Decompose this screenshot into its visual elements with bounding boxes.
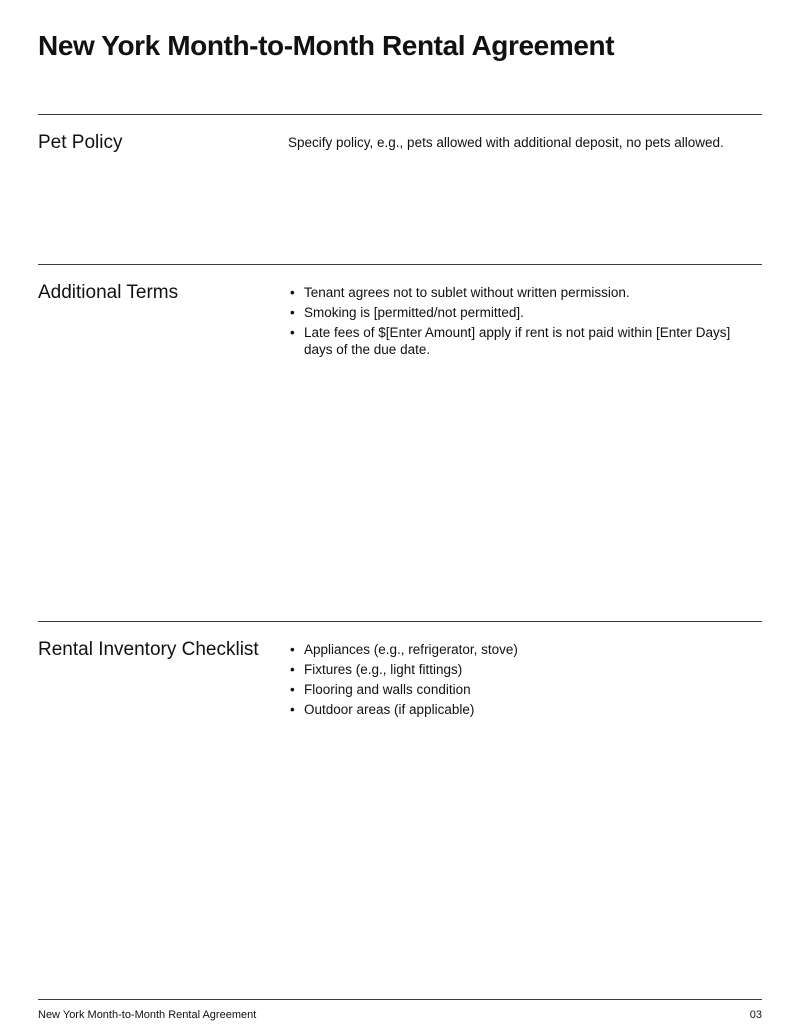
additional-terms-list [288, 285, 762, 359]
list-item: • Flooring and walls condition [288, 682, 762, 699]
footer-page-number: 03 [749, 1009, 762, 1021]
section-rental-inventory-checklist [38, 621, 762, 722]
list-item: • Tenant agrees not to sublet without written permission. [288, 285, 762, 302]
section-additional-terms [38, 264, 762, 621]
page-title: New York Month-to-Month Rental Agreement [38, 30, 615, 61]
list-item: • Smoking is [permitted/not permitted]. [288, 305, 762, 322]
list-item: • Fixtures (e.g., light fittings) [288, 662, 762, 679]
section-content-pet-policy [288, 132, 762, 264]
section-heading-additional-terms: Additional Terms [38, 282, 179, 303]
footer-document-title: New York Month-to-Month Rental Agreement [38, 1009, 257, 1021]
pet-policy-text: Specify policy, e.g., pets allowed with additional deposit, no pets allowed. [288, 135, 724, 150]
section-pet-policy [38, 114, 762, 264]
list-item: • Appliances (e.g., refrigerator, stove) [288, 642, 762, 659]
rental-inventory-list [288, 642, 762, 719]
section-content-additional-terms [288, 282, 762, 621]
section-heading-pet-policy: Pet Policy [38, 132, 123, 153]
list-item: • Late fees of $[Enter Amount] apply if rent is not paid within [Enter Days] days of the due date. [288, 325, 762, 359]
list-item: • Outdoor areas (if applicable) [288, 702, 762, 719]
title-spacer [38, 62, 762, 114]
section-content-rental-inventory [288, 639, 762, 722]
section-heading-rental-inventory: Rental Inventory Checklist [38, 639, 259, 660]
page-footer [38, 999, 762, 1021]
